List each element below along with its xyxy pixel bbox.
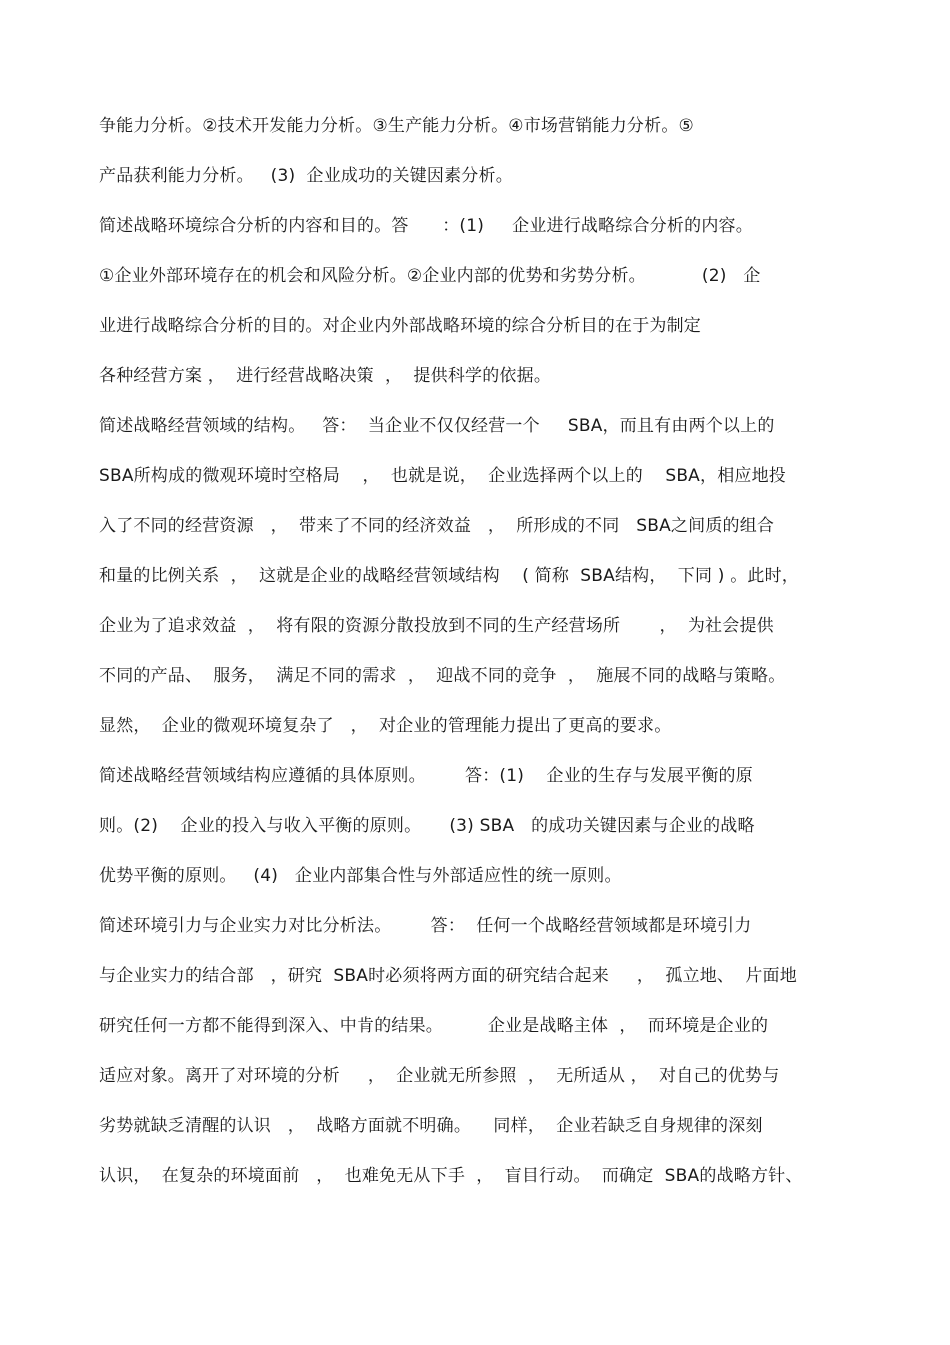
text-line: 研究任何一方都不能得到深入、中肯的结果。 企业是战略主体 ， 而环境是企业的 xyxy=(99,1016,769,1036)
text-line: 优势平衡的原则。 (4) 企业内部集合性与外部适应性的统一原则。 xyxy=(99,866,622,886)
text-line: 简述战略经营领域的结构。 答： 当企业不仅仅经营一个 SBA，而且有由两个以上的 xyxy=(99,416,775,436)
text-line: 显然， 企业的微观环境复杂了 ， 对企业的管理能力提出了更高的要求。 xyxy=(99,716,672,736)
text-line: SBA所构成的微观环境时空格局 ， 也就是说， 企业选择两个以上的 SBA，相应地投 xyxy=(99,466,787,486)
text-line: 产品获利能力分析。 (3) 企业成功的关键因素分析。 xyxy=(99,166,513,186)
text-line: 各种经营方案 ， 进行经营战略决策 ， 提供科学的依据。 xyxy=(99,366,552,386)
text-line: 业进行战略综合分析的目的。对企业内外部战略环境的综合分析目的在于为制定 xyxy=(99,316,701,336)
text-line: 和量的比例关系 ， 这就是企业的战略经营领域结构 ( 简称 SBA结构， 下同 ) 。此时， xyxy=(99,566,800,586)
text-line: 简述环境引力与企业实力对比分析法。 答： 任何一个战略经营领域都是环境引力 xyxy=(99,916,752,936)
text-line: 争能力分析。②技术开发能力分析。③生产能力分析。④市场营销能力分析。⑤ xyxy=(99,116,694,136)
text-line: 适应对象。离开了对环境的分析 ， 企业就无所参照 ， 无所适从 ， 对自己的优势与 xyxy=(99,1066,780,1086)
text-line: 认识， 在复杂的环境面前 ， 也难免无从下手 ， 盲目行动。 而确定 SBA的战略方针、 xyxy=(99,1166,803,1186)
text-line: 与企业实力的结合部 ，研究 SBA时必须将两方面的研究结合起来 ， 孤立地、 片面地 xyxy=(99,966,797,986)
text-line: 简述战略环境综合分析的内容和目的。答 ：(1) 企业进行战略综合分析的内容。 xyxy=(99,216,753,236)
text-line: 入了不同的经营资源 ， 带来了不同的经济效益 ， 所形成的不同 SBA之间质的组合 xyxy=(99,516,775,536)
text-line: 劣势就缺乏清醒的认识 ， 战略方面就不明确。 同样， 企业若缺乏自身规律的深刻 xyxy=(99,1116,763,1136)
text-line: 则。(2) 企业的投入与收入平衡的原则。 (3) SBA 的成功关键因素与企业的战略 xyxy=(99,816,755,836)
text-line: ①企业外部环境存在的机会和风险分析。②企业内部的优势和劣势分析。 (2) 企 xyxy=(99,266,761,286)
text-line: 简述战略经营领域结构应遵循的具体原则。 答：(1) 企业的生存与发展平衡的原 xyxy=(99,766,753,786)
text-line: 企业为了追求效益 ， 将有限的资源分散投放到不同的生产经营场所 ， 为社会提供 xyxy=(99,616,774,636)
text-line: 不同的产品、 服务， 满足不同的需求 ， 迎战不同的竞争 ， 施展不同的战略与策略。 xyxy=(99,666,786,686)
